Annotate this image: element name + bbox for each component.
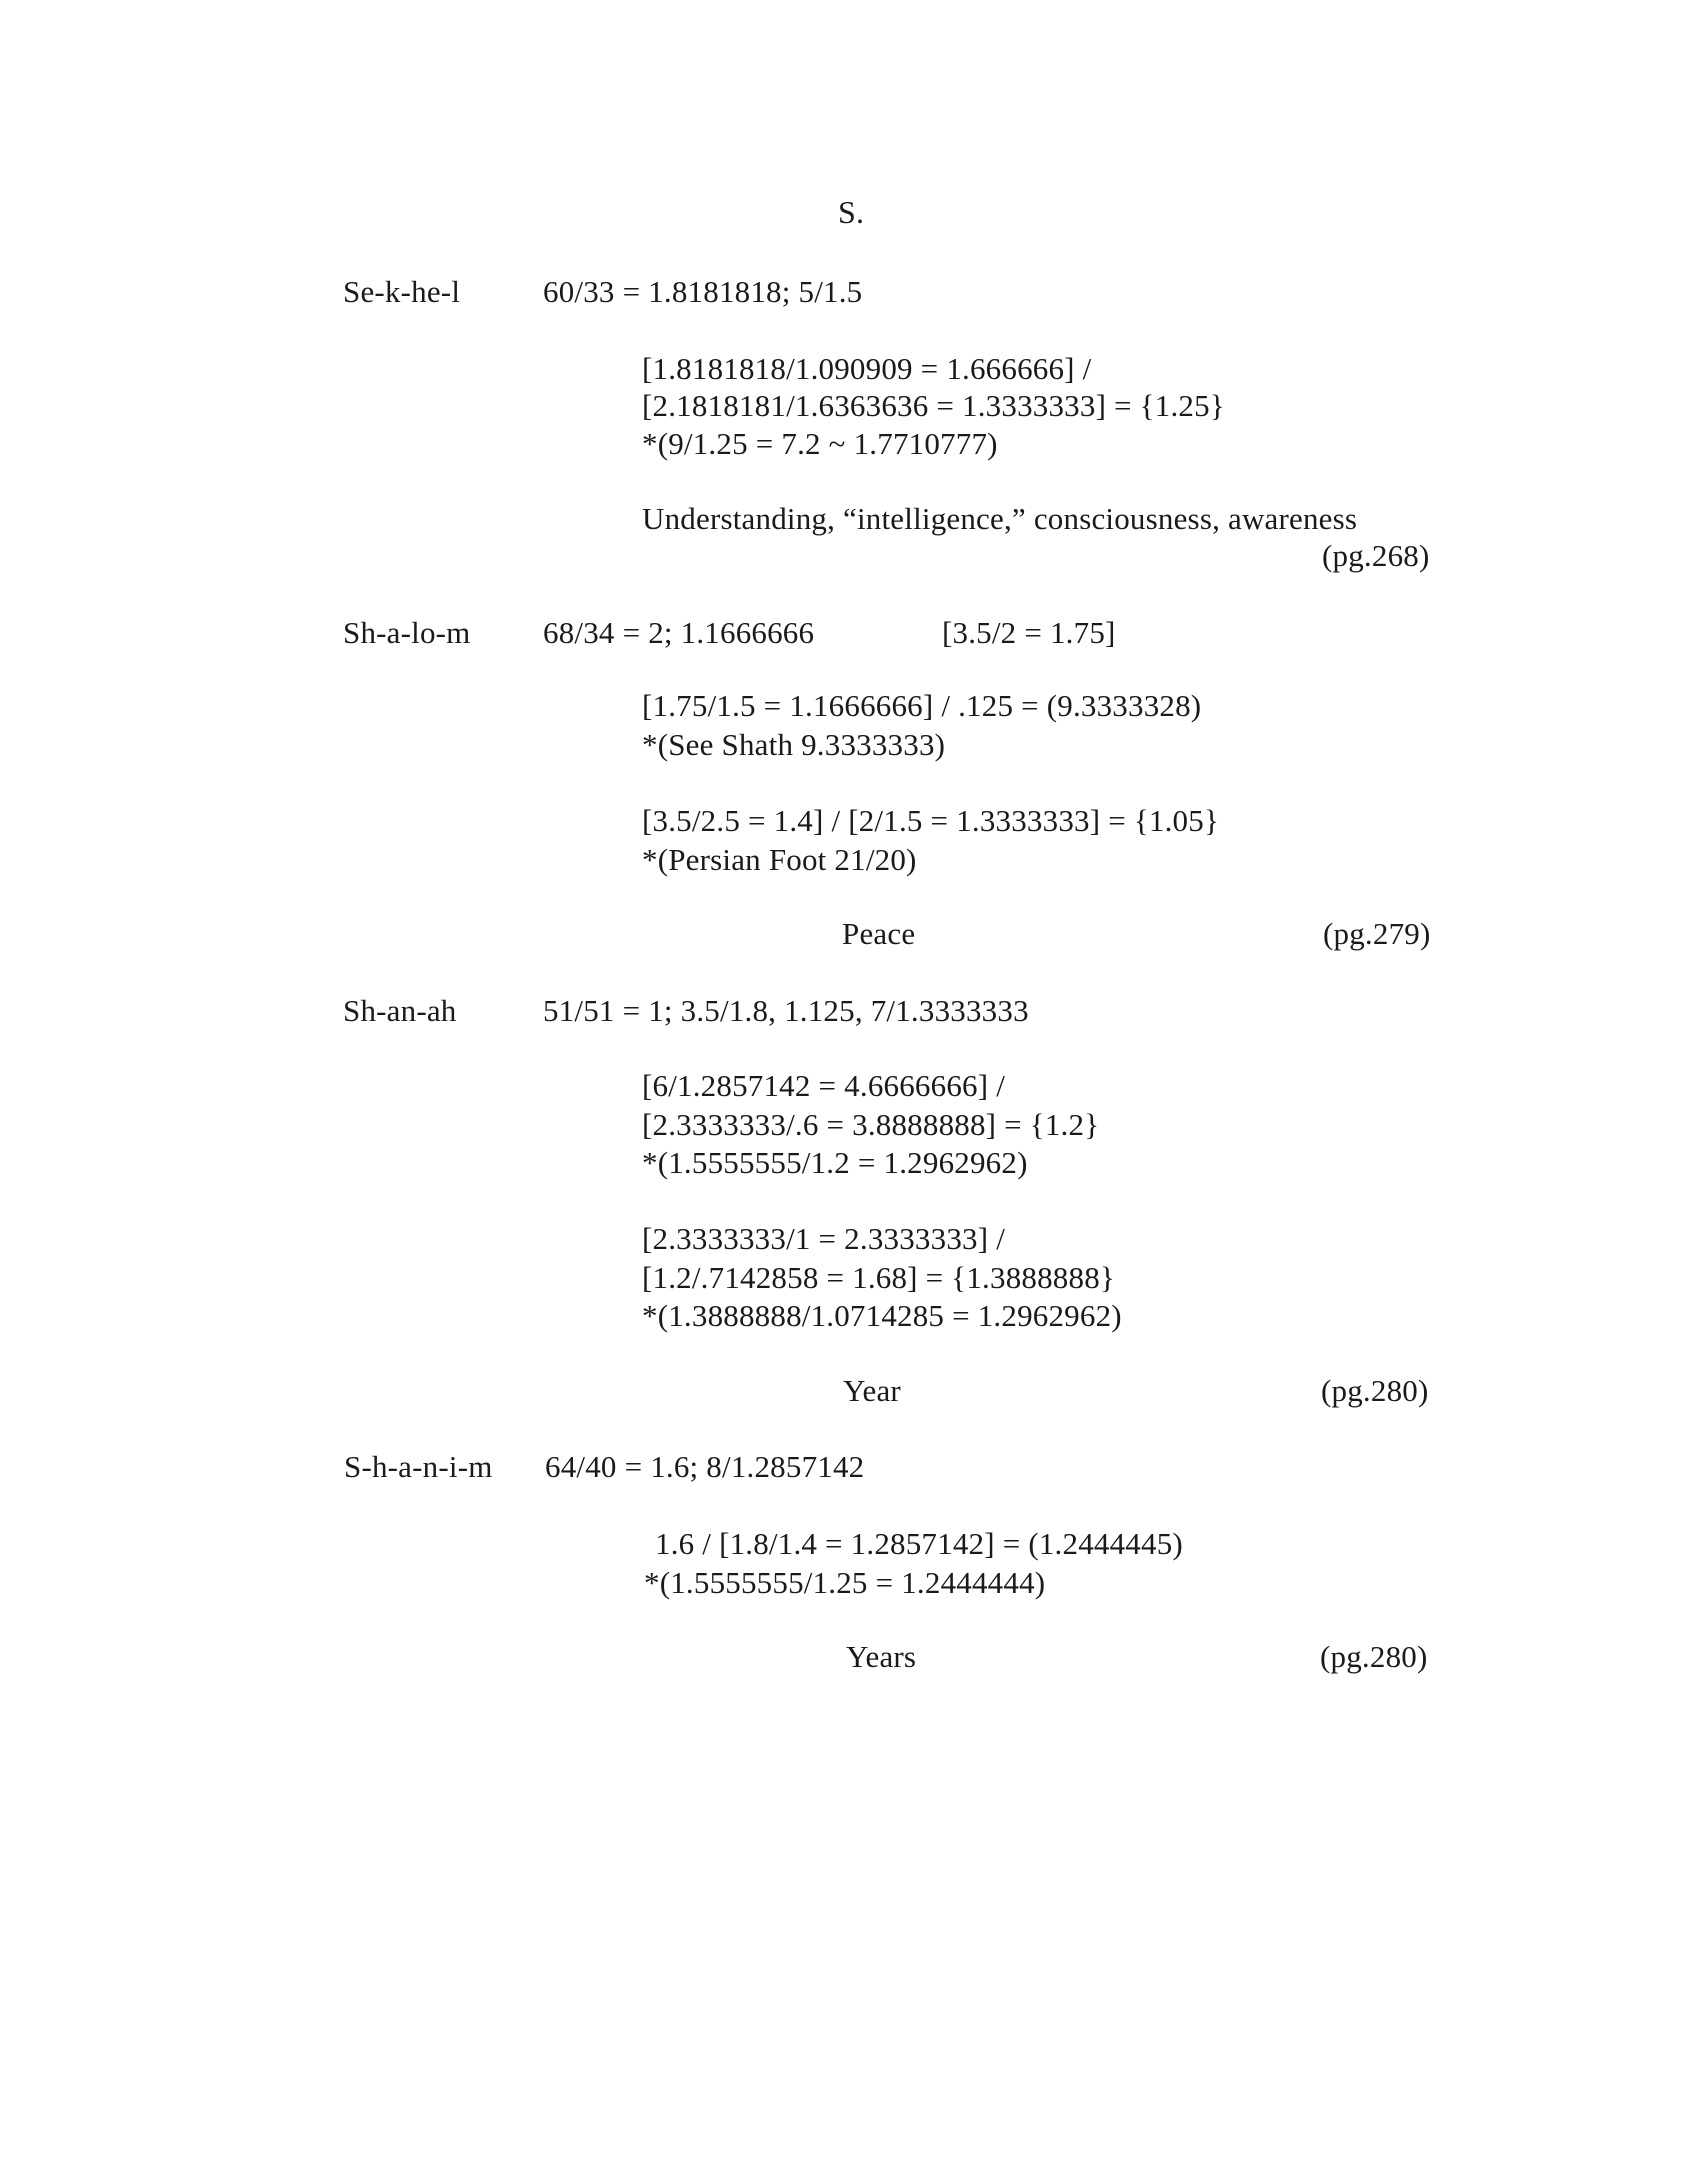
calc-line: *(See Shath 9.3333333) bbox=[642, 727, 946, 762]
page-reference: (pg.280) bbox=[1320, 1639, 1428, 1674]
entry-values: 60/33 = 1.8181818; 5/1.5 bbox=[543, 274, 863, 309]
calc-line: *(1.5555555/1.2 = 1.2962962) bbox=[642, 1145, 1028, 1180]
calc-line: [6/1.2857142 = 4.6666666] / bbox=[642, 1068, 1006, 1103]
calc-line: 1.6 / [1.8/1.4 = 1.2857142] = (1.2444445) bbox=[655, 1526, 1183, 1561]
calc-line: *(1.5555555/1.25 = 1.2444444) bbox=[644, 1565, 1046, 1600]
calc-line: [1.2/.7142858 = 1.68] = {1.3888888} bbox=[642, 1260, 1115, 1295]
entry-meaning: Understanding, “intelligence,” consciousness, awareness bbox=[642, 501, 1358, 536]
calc-line: *(Persian Foot 21/20) bbox=[642, 842, 917, 877]
page-reference: (pg.280) bbox=[1321, 1373, 1429, 1408]
entry-meaning: Year bbox=[843, 1373, 901, 1408]
entry-values: 68/34 = 2; 1.1666666 bbox=[543, 615, 815, 650]
section-heading: S. bbox=[838, 194, 865, 230]
entry-term: Sh-a-lo-m bbox=[343, 615, 471, 650]
entry-term: S-h-a-n-i-m bbox=[344, 1449, 493, 1484]
page-reference: (pg.279) bbox=[1323, 916, 1431, 951]
calc-line: [1.8181818/1.090909 = 1.666666] / bbox=[642, 351, 1092, 386]
entry-term: Se-k-he-l bbox=[343, 274, 461, 309]
entry-aside: [3.5/2 = 1.75] bbox=[942, 615, 1116, 650]
calc-line: [1.75/1.5 = 1.1666666] / .125 = (9.3333328) bbox=[642, 688, 1202, 723]
calc-line: *(9/1.25 = 7.2 ~ 1.7710777) bbox=[642, 426, 998, 461]
page-reference: (pg.268) bbox=[1322, 538, 1430, 573]
calc-line: [2.3333333/1 = 2.3333333] / bbox=[642, 1221, 1006, 1256]
entry-values: 64/40 = 1.6; 8/1.2857142 bbox=[545, 1449, 865, 1484]
calc-line: [2.1818181/1.6363636 = 1.3333333] = {1.25} bbox=[642, 388, 1225, 423]
calc-line: [2.3333333/.6 = 3.8888888] = {1.2} bbox=[642, 1107, 1100, 1142]
entry-meaning: Years bbox=[846, 1639, 917, 1674]
entry-values: 51/51 = 1; 3.5/1.8, 1.125, 7/1.3333333 bbox=[543, 993, 1029, 1028]
entry-meaning: Peace bbox=[842, 916, 916, 951]
entry-term: Sh-an-ah bbox=[343, 993, 457, 1028]
calc-line: *(1.3888888/1.0714285 = 1.2962962) bbox=[642, 1298, 1122, 1333]
calc-line: [3.5/2.5 = 1.4] / [2/1.5 = 1.3333333] = {1.05} bbox=[642, 803, 1220, 838]
